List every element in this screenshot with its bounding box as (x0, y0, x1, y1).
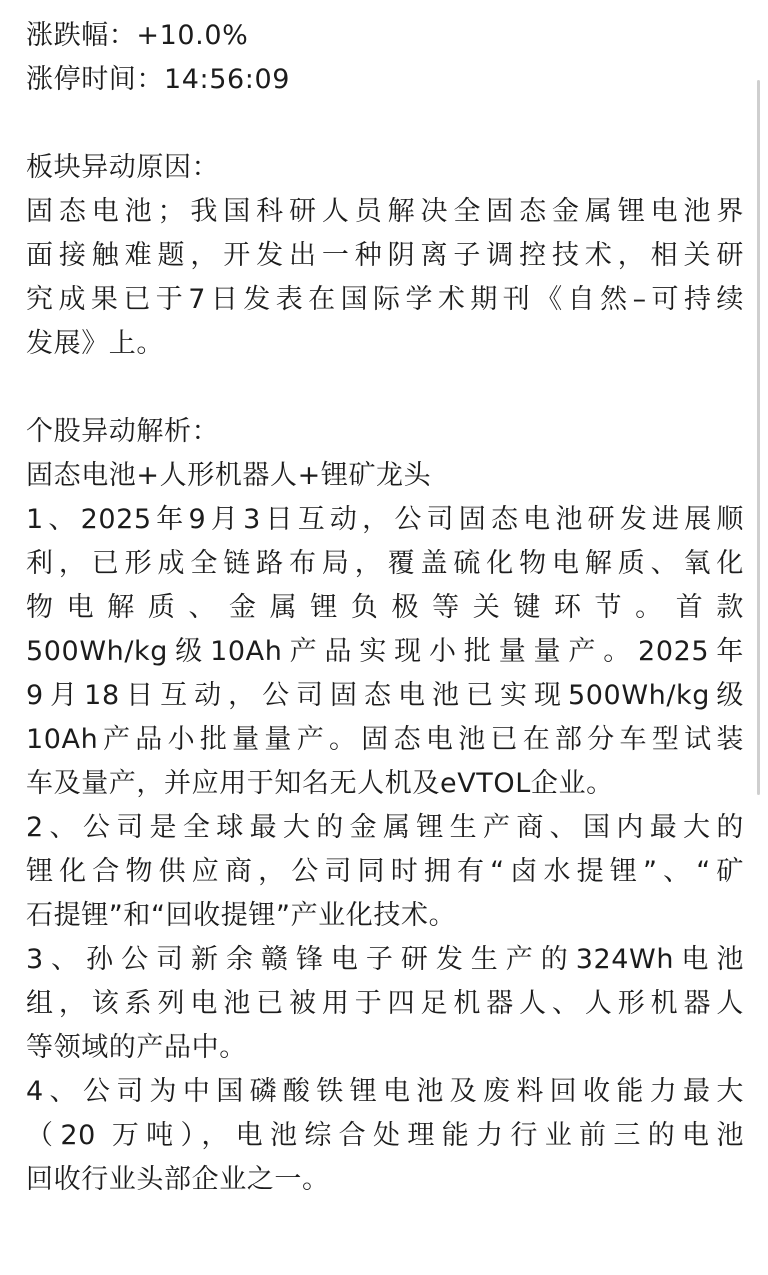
paragraph-line: 物电解质、金属锂负极等关键环节。首款 (26, 592, 744, 623)
paragraph-line: 等领域的产品中。 (26, 1032, 247, 1063)
paragraph-line: 1、2025年9月3日互动，公司固态电池研发进展顺 (26, 504, 744, 535)
sector-reason-paragraph (26, 190, 744, 366)
paragraph-line: 4、公司为中国磷酸铁锂电池及废料回收能力最大 (26, 1076, 744, 1107)
paragraph-line: 9月18日互动，公司固态电池已实现500Wh/kg级 (26, 680, 744, 711)
article-body (26, 14, 744, 1202)
paragraph-line: 3、孙公司新余赣锋电子研发生产的324Wh电池 (26, 944, 744, 975)
paragraph-line: 500Wh/kg级10Ah产品实现小批量量产。2025年 (26, 636, 744, 667)
stock-analysis-heading: 个股异动解析： (26, 416, 220, 447)
paragraph-line: 锂化合物供应商，公司同时拥有“卤水提锂”、“矿 (26, 856, 744, 887)
paragraph-line: 组，该系列电池已被用于四足机器人、人形机器人 (26, 988, 744, 1019)
stock-analysis-tagline: 固态电池+人形机器人+锂矿龙头 (26, 460, 432, 491)
paragraph-line: 石提锂”和“回收提锂”产业化技术。 (26, 900, 457, 931)
paragraph-line: 发展》上。 (26, 328, 164, 359)
paragraph-line: 2、公司是全球最大的金属锂生产商、国内最大的 (26, 812, 744, 843)
analysis-item-3 (26, 938, 744, 1070)
paragraph-line: 固态电池；我国科研人员解决全固态金属锂电池界 (26, 196, 744, 227)
paragraph-line: 10Ah产品小批量量产。固态电池已在部分车型试装 (26, 724, 744, 755)
scrollbar[interactable] (757, 80, 760, 795)
price-change-line: 涨跌幅：+10.0% (26, 20, 249, 51)
sector-reason-heading: 板块异动原因： (26, 152, 220, 183)
paragraph-line: 回收行业头部企业之一。 (26, 1164, 330, 1195)
paragraph-line: 车及量产，并应用于知名无人机及eVTOL企业。 (26, 768, 614, 799)
paragraph-line: 究成果已于7日发表在国际学术期刊《自然–可持续 (26, 284, 744, 315)
analysis-item-2 (26, 806, 744, 938)
spacer (26, 102, 744, 146)
limit-up-time-line: 涨停时间：14:56:09 (26, 64, 291, 95)
paragraph-line: 利，已形成全链路布局，覆盖硫化物电解质、氧化 (26, 548, 744, 579)
paragraph-line: （20 万吨），电池综合处理能力行业前三的电池 (26, 1120, 744, 1151)
analysis-item-1 (26, 498, 744, 806)
analysis-item-4 (26, 1070, 744, 1202)
spacer (26, 366, 744, 410)
paragraph-line: 面接触难题，开发出一种阴离子调控技术，相关研 (26, 240, 744, 271)
